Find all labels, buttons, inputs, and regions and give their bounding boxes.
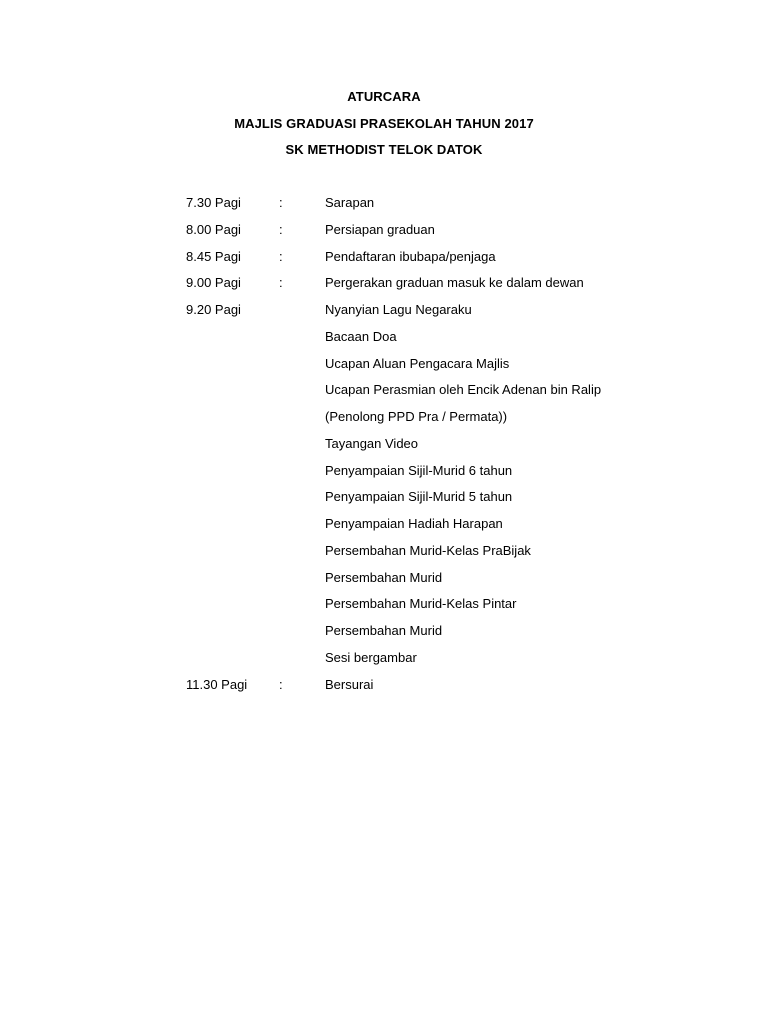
schedule-activity: Sesi bergambar — [325, 649, 417, 665]
schedule-activity: Pendaftaran ibubapa/penjaga — [325, 248, 496, 264]
schedule-row — [186, 623, 706, 650]
schedule-row — [186, 677, 706, 704]
schedule-row — [186, 275, 706, 302]
schedule-time: 11.30 Pagi — [186, 676, 248, 692]
schedule-row — [186, 650, 706, 677]
schedule-row — [186, 329, 706, 356]
schedule-separator: : — [279, 195, 283, 210]
schedule-activity: Nyanyian Lagu Negaraku — [325, 302, 472, 317]
schedule-activity: Persiapan graduan — [325, 221, 435, 237]
schedule-row — [186, 463, 706, 490]
schedule-row — [186, 249, 706, 276]
schedule-time: 9.20 Pagi — [186, 302, 241, 317]
document-title: ATURCARA — [347, 89, 421, 104]
schedule-row — [186, 409, 706, 436]
schedule-activity: Ucapan Perasmian oleh Encik Adenan bin Ralip — [325, 382, 602, 398]
schedule-row — [186, 356, 706, 383]
schedule-activity: Tayangan Video — [325, 435, 419, 451]
schedule-row — [186, 570, 706, 597]
schedule-separator: : — [279, 248, 283, 264]
schedule-activity: (Penolong PPD Pra / Permata)) — [325, 409, 508, 424]
schedule-row — [186, 222, 706, 249]
school-name: SK METHODIST TELOK DATOK — [285, 142, 483, 157]
schedule-activity: Sarapan — [325, 195, 375, 210]
schedule-activity: Penyampaian Hadiah Harapan — [325, 516, 503, 531]
schedule-activity: Penyampaian Sijil-Murid 6 tahun — [325, 462, 513, 478]
schedule-time: 8.45 Pagi — [186, 248, 241, 264]
schedule-row — [186, 382, 706, 409]
schedule-row — [186, 543, 706, 570]
schedule-activity: Penyampaian Sijil-Murid 5 tahun — [325, 489, 513, 505]
schedule-time: 7.30 Pagi — [186, 195, 241, 210]
schedule-separator: : — [279, 275, 283, 291]
schedule-separator: : — [279, 221, 283, 237]
schedule-activity: Persembahan Murid-Kelas Pintar — [325, 596, 517, 612]
schedule-activity: Bacaan Doa — [325, 328, 397, 344]
schedule-list — [186, 195, 706, 703]
schedule-time: 8.00 Pagi — [186, 221, 241, 237]
schedule-activity: Persembahan Murid-Kelas PraBijak — [325, 542, 531, 558]
schedule-activity: Ucapan Aluan Pengacara Majlis — [325, 355, 510, 371]
schedule-separator: : — [279, 676, 283, 692]
schedule-row — [186, 302, 706, 329]
schedule-activity: Persembahan Murid — [325, 569, 443, 585]
schedule-activity: Pergerakan graduan masuk ke dalam dewan — [325, 275, 584, 291]
schedule-row — [186, 489, 706, 516]
schedule-row — [186, 436, 706, 463]
schedule-row — [186, 596, 706, 623]
schedule-row — [186, 195, 706, 222]
schedule-row — [186, 516, 706, 543]
schedule-activity: Bersurai — [325, 676, 374, 692]
schedule-activity: Persembahan Murid — [325, 623, 443, 638]
schedule-time: 9.00 Pagi — [186, 275, 241, 291]
event-title: MAJLIS GRADUASI PRASEKOLAH TAHUN 2017 — [234, 116, 534, 131]
